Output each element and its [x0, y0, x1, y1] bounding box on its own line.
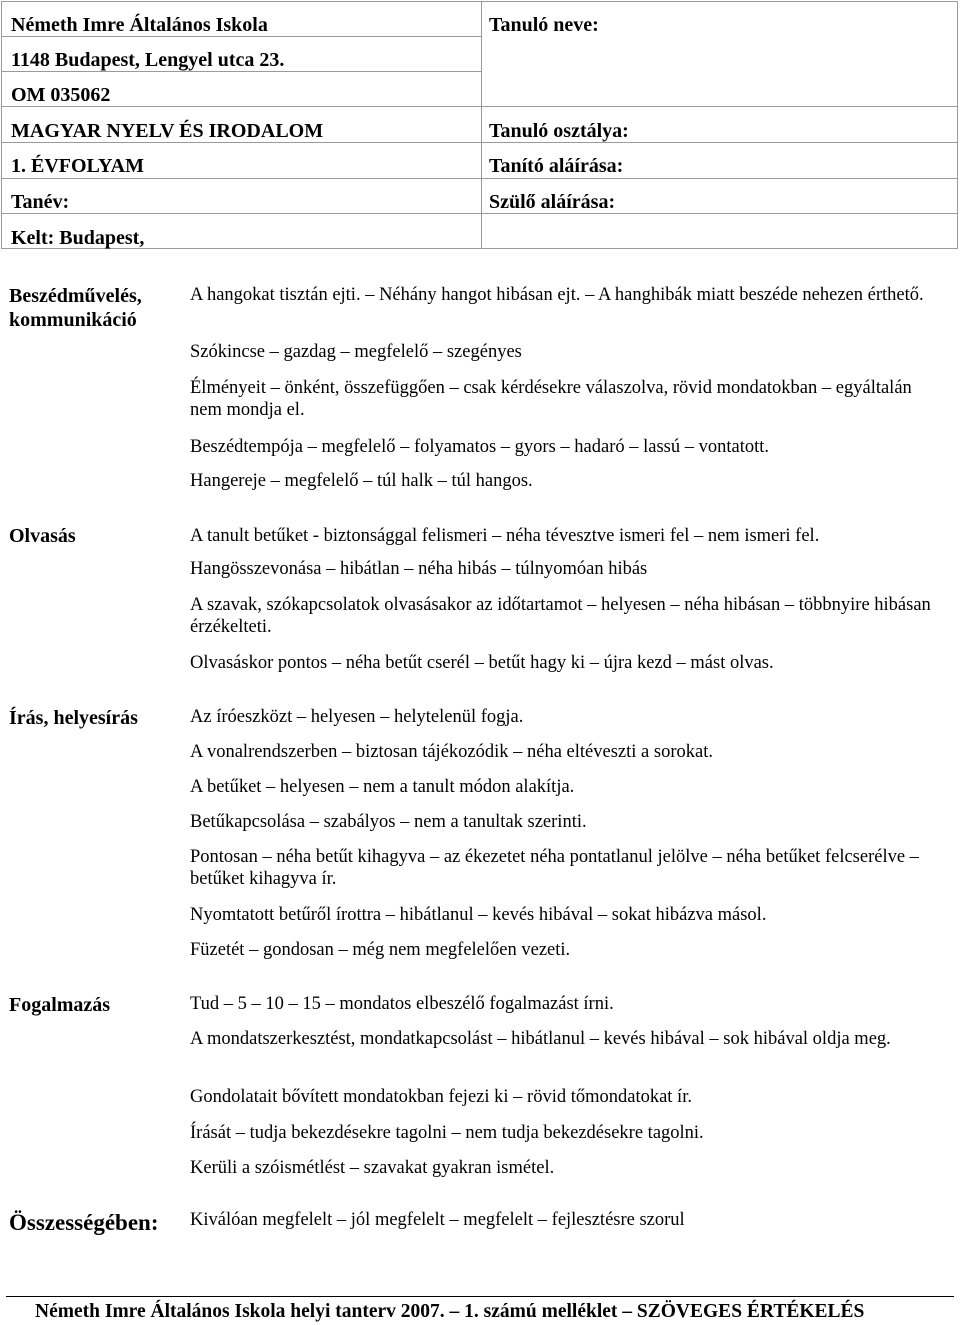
composition-item: Gondolatait bővített mondatokban fejezi ki – rövid tőmondatokat ír. [190, 1087, 692, 1107]
speech-item: Élményeit – önként, összefüggően – csak kérdésekre válaszolva, rövid mondatokban – egyáltalán nem mondja el. [190, 378, 912, 420]
om-id: OM 035062 [11, 84, 111, 106]
section-title-writing: Írás, helyesírás [9, 707, 138, 729]
reading-item: Olvasáskor pontos – néha betűt cserél – betűt hagy ki – újra kezd – mást olvas. [190, 653, 774, 673]
student-name-label: Tanuló neve: [489, 14, 599, 36]
footer-rule [6, 1296, 954, 1297]
subject: MAGYAR NYELV ÉS IRODALOM [11, 120, 324, 142]
writing-item: Betűkapcsolása – szabályos – nem a tanultak szerinti. [190, 812, 587, 832]
speech-item: A hangokat tisztán ejti. – Néhány hangot hibásan ejt. – A hanghibák miatt beszéde nehezen érthető. [190, 285, 924, 305]
composition-item: Írását – tudja bekezdésekre tagolni – nem tudja bekezdésekre tagolni. [190, 1123, 704, 1143]
student-class-label: Tanuló osztálya: [489, 120, 629, 142]
writing-item: A vonalrendszerben – biztosan tájékozódik – néha eltéveszti a sorokat. [190, 742, 713, 762]
writing-item: Az íróeszközt – helyesen – helytelenül fogja. [190, 707, 524, 727]
school-address: 1148 Budapest, Lengyel utca 23. [11, 49, 285, 71]
school-year-label: Tanév: [11, 191, 70, 213]
reading-item: Hangösszevonása – hibátlan – néha hibás – túlnyomóan hibás [190, 559, 648, 579]
writing-item: Nyomtatott betűről írottra – hibátlanul – kevés hibával – sokat hibázva másol. [190, 905, 767, 925]
section-title-composition: Fogalmazás [9, 994, 111, 1016]
overall-options: Kiválóan megfelelt – jól megfelelt – megfelelt – fejlesztésre szorul [190, 1210, 685, 1230]
school-name: Németh Imre Általános Iskola [11, 14, 268, 36]
grade: 1. ÉVFOLYAM [11, 155, 144, 177]
composition-item: Kerüli a szóismétlést – szavakat gyakran ismétel. [190, 1158, 555, 1178]
header-divider [481, 2, 482, 248]
page-footer: Németh Imre Általános Iskola helyi tanterv 2007. – 1. számú melléklet – SZÖVEGES ÉRTÉKELÉS [35, 1301, 865, 1322]
speech-item: Szókincse – gazdag – megfelelő – szegényes [190, 342, 522, 362]
writing-item: Pontosan – néha betűt kihagyva – az ékezetet néha pontatlanul jelölve – néha betűket felcserélve – betűket kihagyva ír. [190, 847, 919, 889]
overall-label: Összességében: [9, 1210, 159, 1235]
section-title-speech: Beszédművelés, kommunikáció [9, 285, 142, 331]
writing-item: Füzetét – gondosan – még nem megfelelően vezeti. [190, 940, 571, 960]
composition-item: Tud – 5 – 10 – 15 – mondatos elbeszélő fogalmazást írni. [190, 994, 614, 1014]
date-place-label: Kelt: Budapest, [11, 227, 145, 249]
reading-item: A szavak, szókapcsolatok olvasásakor az időtartamot – helyesen – néha hibásan – többnyire hibásan érzékelteti. [190, 595, 931, 637]
composition-item: A mondatszerkesztést, mondatkapcsolást – hibátlanul – kevés hibával – sok hibával oldja meg. [190, 1029, 891, 1049]
writing-item: A betűket – helyesen – nem a tanult módon alakítja. [190, 777, 575, 797]
speech-item: Hangereje – megfelelő – túl halk – túl hangos. [190, 471, 533, 491]
speech-item: Beszédtempója – megfelelő – folyamatos – gyors – hadaró – lassú – vontatott. [190, 437, 770, 457]
reading-item: A tanult betűket - biztonsággal felismeri – néha tévesztve ismeri fel – nem ismeri fel. [190, 526, 820, 546]
parent-signature-label: Szülő aláírása: [489, 191, 616, 213]
header-table [1, 1, 958, 249]
section-title-reading: Olvasás [9, 525, 76, 547]
teacher-signature-label: Tanító aláírása: [489, 155, 624, 177]
